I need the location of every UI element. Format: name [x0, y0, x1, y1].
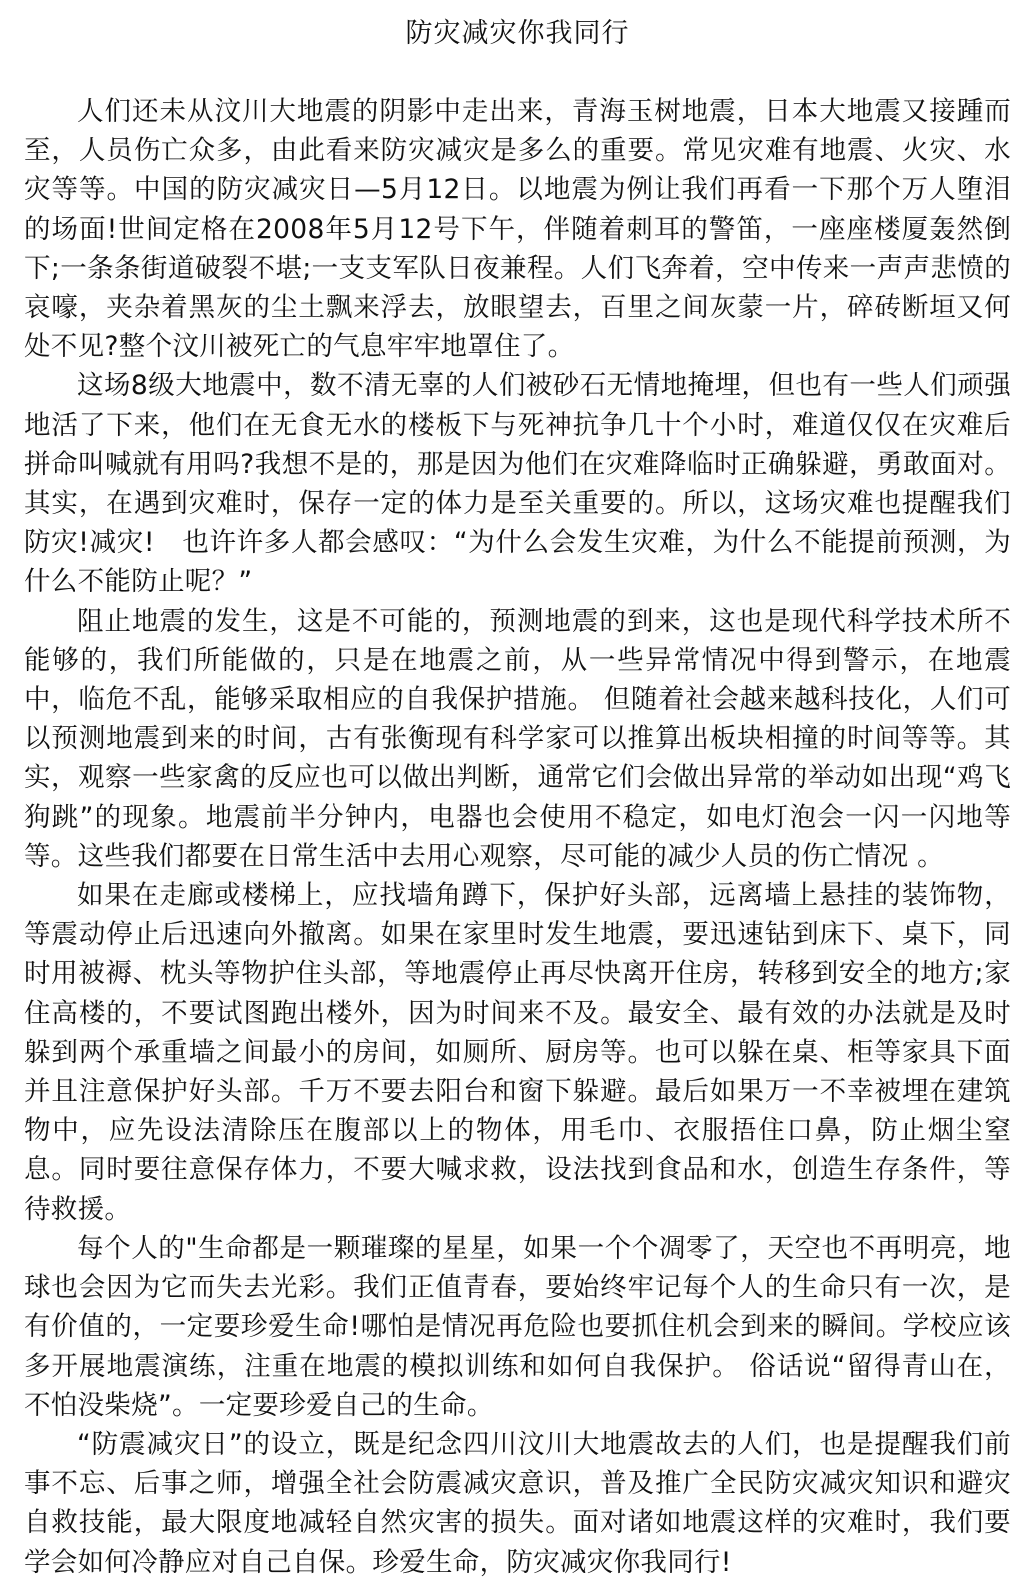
- paragraph-2: 这场8级大地震中，数不清无辜的人们被砂石无情地掩埋，但也有一些人们顽强地活了下来，他们在无食无水的楼板下与死神抗争几十个小时，难道仅仅在灾难后拼命叫喊就有用吗?我想不是的，那是因为他们在灾难降临时正确躲避，勇敢面对。其实，在遇到灾难时，保存一定的体力是至关重要的。所以，这场灾难也提醒我们防灾!减灾! 也许许多人都会感叹：“为什么会发生灾难，为什么不能提前预测，为什么不能防止呢？”: [24, 370, 1011, 598]
- paragraph-3: 阻止地震的发生，这是不可能的，预测地震的到来，这也是现代科学技术所不能够的，我们所能做的，只是在地震之前，从一些异常情况中得到警示，在地震中，临危不乱，能够采取相应的自我保护措施。 但随着社会越来越科技化，人们可以预测地震到来的时间，古有张衡现有科学家可以推算出板块相撞的时间等等。其实，观察一些家禽的反应也可以做出判断，通常它们会做出异常的举动如出现“鸡飞狗跳”的现象。地震前半分钟内，电器也会使用不稳定，如电灯泡会一闪一闪地等等。这些我们都要在日常生活中去用心观察，尽可能的减少人员的伤亡情况 。: [24, 605, 1011, 872]
- essay-title: 防灾减灾你我同行: [405, 18, 630, 49]
- paragraph-4: 如果在走廊或楼梯上，应找墙角蹲下，保护好头部，远离墙上悬挂的装饰物，等震动停止后迅速向外撤离。如果在家里时发生地震，要迅速钻到床下、桌下，同时用被褥、枕头等物护住头部，等地震停止再尽快离开住房，转移到安全的地方;家住高楼的，不要试图跑出楼外，因为时间来不及。最安全、最有效的办法就是及时躲到两个承重墙之间最小的房间，如厕所、厨房等。也可以躲在桌、柜等家具下面并且注意保护好头部。千万不要去阳台和窗下躲避。最后如果万一不幸被埋在建筑物中，应先设法清除压在腹部以上的物体，用毛巾、衣服捂住口鼻，防止烟尘窒息。同时要往意保存体力，不要大喊求救，设法找到食品和水，创造生存条件，等待救援。: [24, 880, 1011, 1225]
- essay-body: [24, 92, 1011, 1582]
- paragraph-1: 人们还未从汶川大地震的阴影中走出来，青海玉树地震，日本大地震又接踵而至，人员伤亡众多，由此看来防灾减灾是多么的重要。常见灾难有地震、火灾、水灾等等。中国的防灾减灾日—5月12日。以地震为例让我们再看一下那个万人堕泪的场面!世间定格在2008年5月12号下午，伴随着刺耳的警笛，一座座楼厦轰然倒下;一条条街道破裂不堪;一支支军队日夜兼程。人们飞奔着，空中传来一声声悲愤的哀嚎，夹杂着黑灰的尘土飘来浮去，放眼望去，百里之间灰蒙一片，碎砖断垣又何处不见?整个汶川被死亡的气息牢牢地罩住了。: [24, 96, 1011, 363]
- paragraph-6: “防震减灾日”的设立，既是纪念四川汶川大地震故去的人们，也是提醒我们前事不忘、后事之师，增强全社会防震减灾意识，普及推广全民防灾减灾知识和避灾自救技能，最大限度地减轻自然灾害的损失。面对诸如地震这样的灾难时，我们要学会如何冷静应对自己自保。珍爱生命，防灾减灾你我同行!: [24, 1428, 1011, 1578]
- paragraph-5: 每个人的"生命都是一颗璀璨的星星，如果一个个凋零了，天空也不再明亮，地球也会因为它而失去光彩。我们正值青春，要始终牢记每个人的生命只有一次，是有价值的，一定要珍爱生命!哪怕是情况再危险也要抓住机会到来的瞬间。学校应该多开展地震演练，注重在地震的模拟训练和如何自我保护。 俗话说“留得青山在，不怕没柴烧”。一定要珍爱自己的生命。: [24, 1232, 1011, 1421]
